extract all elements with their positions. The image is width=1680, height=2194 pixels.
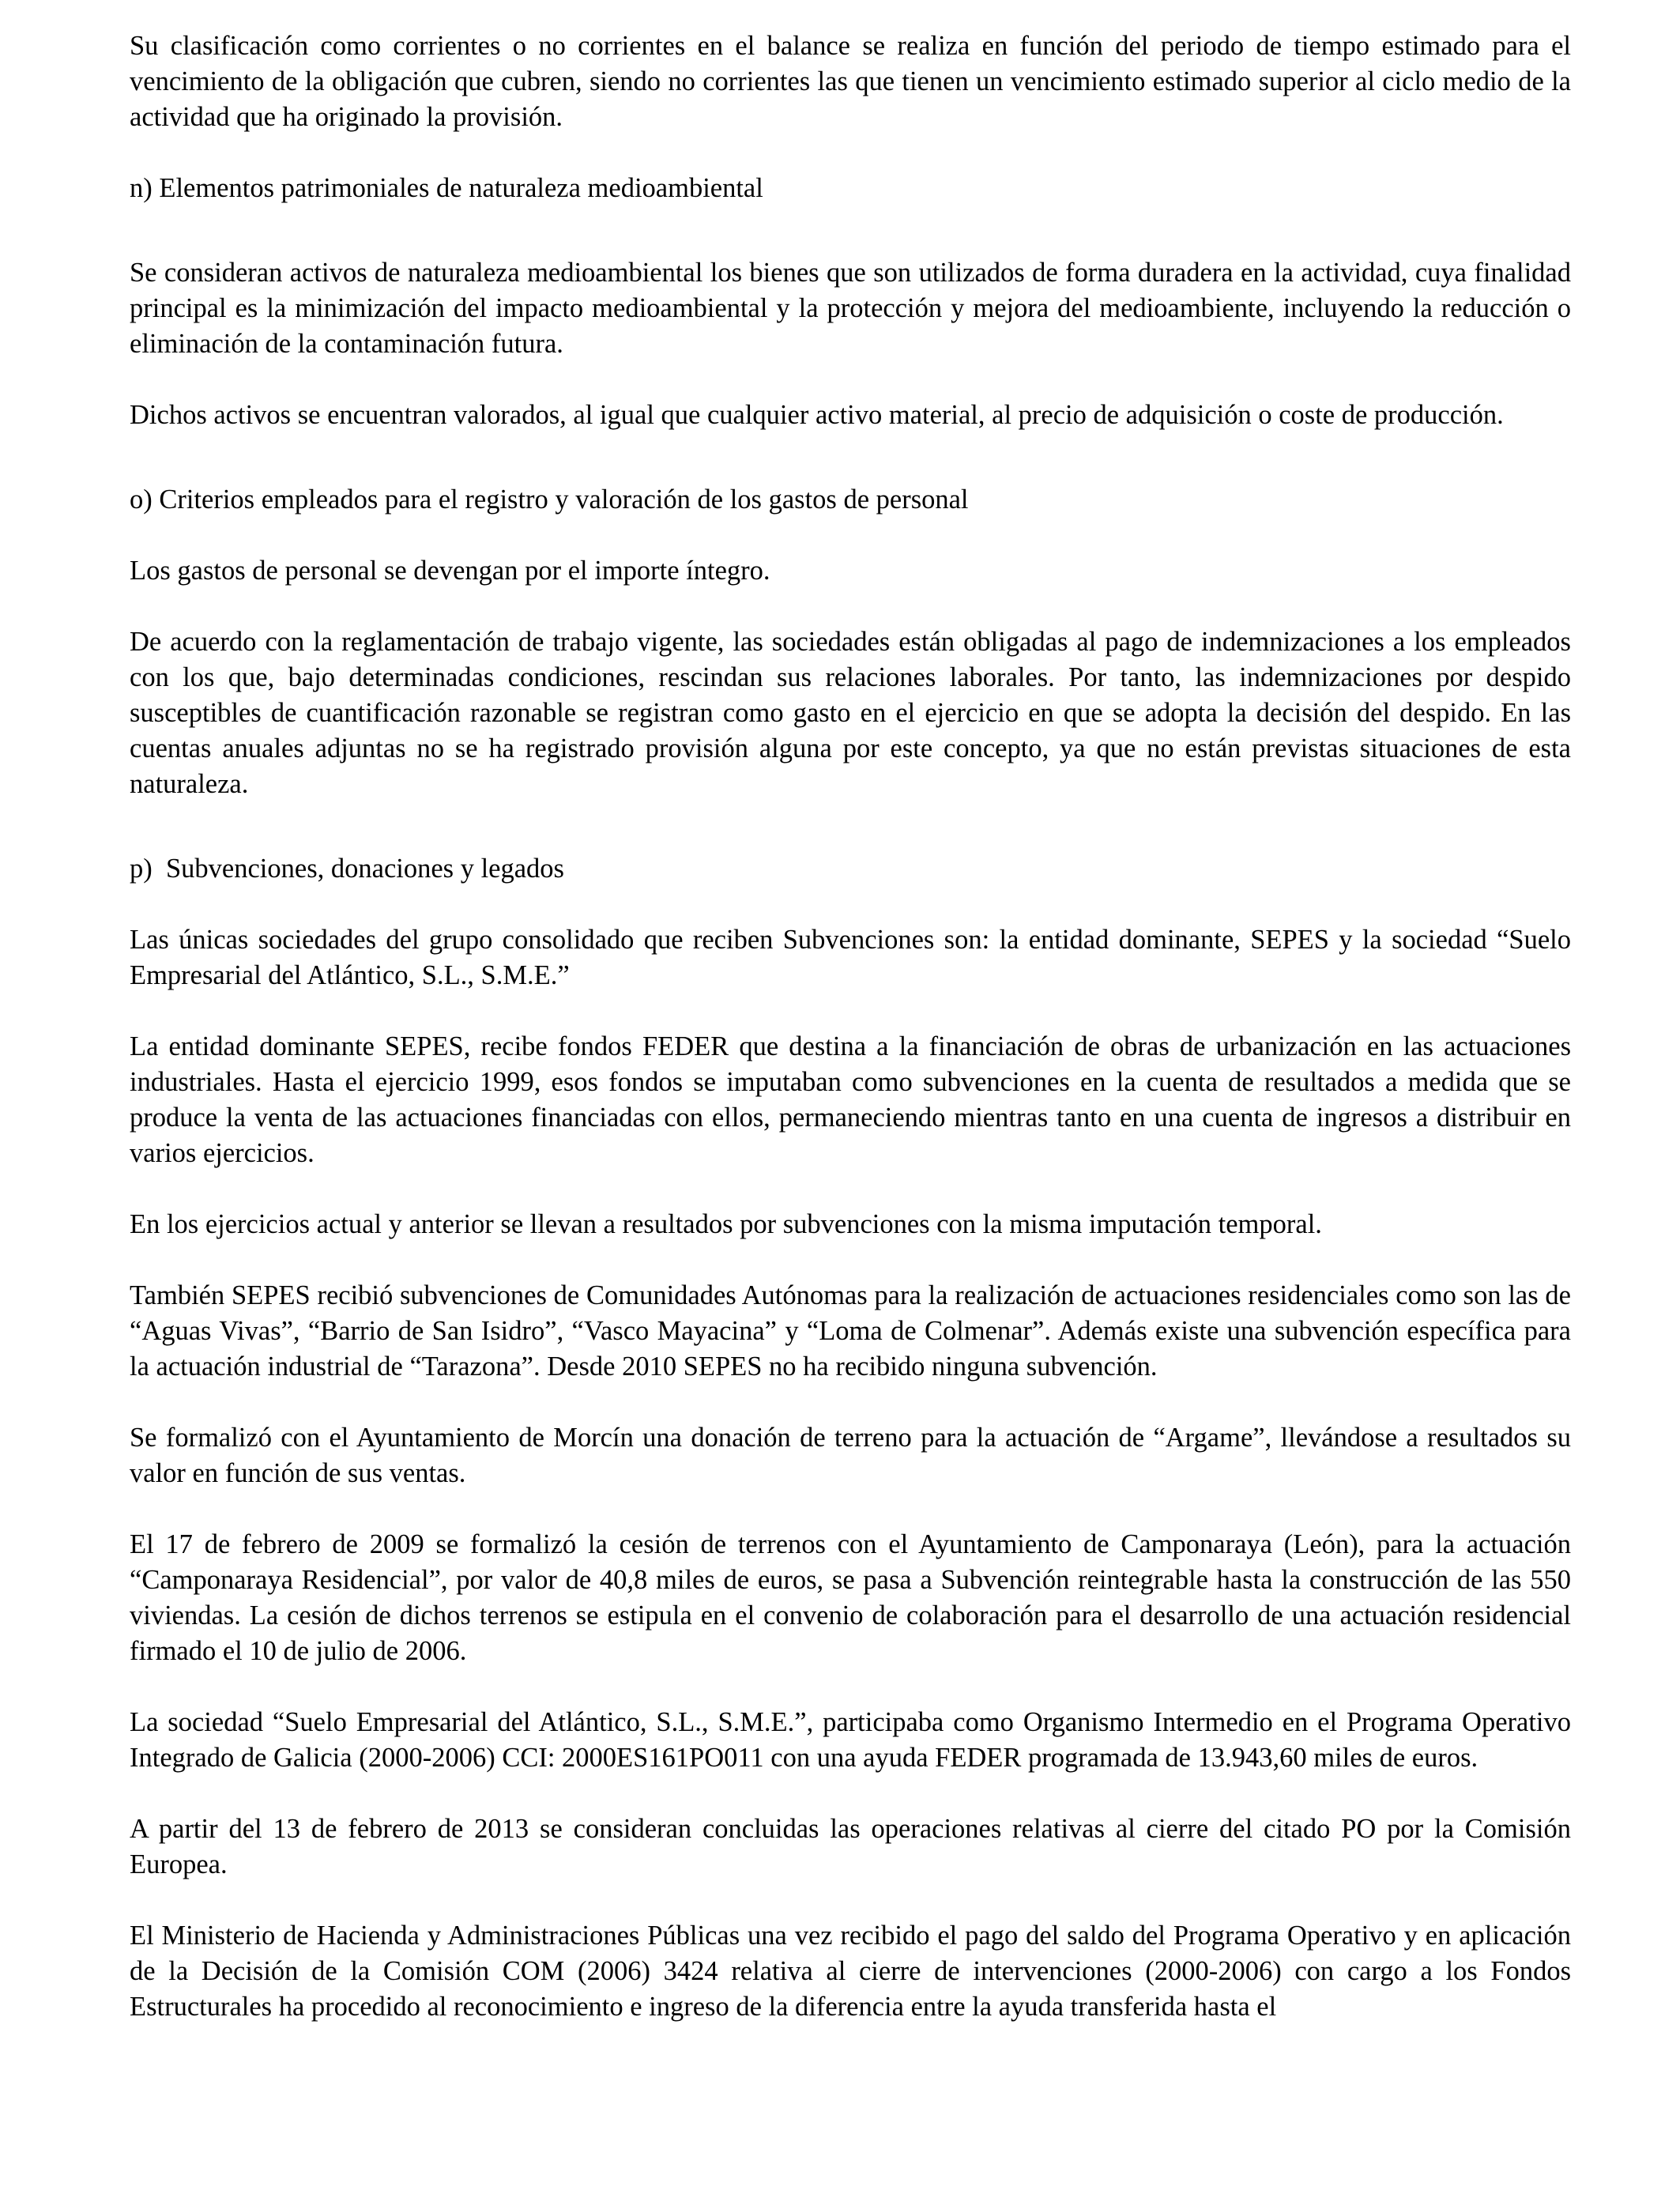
paragraph-sociedades-subvenciones: Las únicas sociedades del grupo consolidado que reciben Subvenciones son: la entidad dominante, SEPES y la sociedad “Suelo Empresarial del Atlántico, S.L., S.M.E.”: [130, 925, 1571, 990]
paragraph-fondos-feder: La entidad dominante SEPES, recibe fondos FEDER que destina a la financiación de obras de urbanización en las actuaciones industriales. Hasta el ejercicio 1999, esos fondos se imputaban como subvenciones en la cuenta de resultados a medida que se produce la venta de las actuaciones financiadas con ellos, permaneciendo mientras tanto en una cuenta de ingresos a distribuir en varios ejercicios.: [130, 1031, 1571, 1168]
paragraph-valoracion-activos: Dichos activos se encuentran valorados, al igual que cualquier activo material, al precio de adquisición o coste de producción.: [130, 400, 1504, 430]
section-heading-p: p) Subvenciones, donaciones y legados: [130, 854, 564, 884]
section-heading-n: n) Elementos patrimoniales de naturaleza medioambiental: [130, 173, 763, 203]
paragraph-clasificacion-provisiones: Su clasificación como corrientes o no corrientes en el balance se realiza en función del periodo de tiempo estimado para el vencimiento de la obligación que cubren, siendo no corrientes las que tienen un vencimiento estimado superior al ciclo medio de la actividad que ha originado la provisión.: [130, 31, 1571, 132]
paragraph-ministerio-hacienda: El Ministerio de Hacienda y Administraciones Públicas una vez recibido el pago del saldo del Programa Operativo y en aplicación de la Decisión de la Comisión COM (2006) 3424 relativa al cierre de intervenciones (2000-2006) con cargo a los Fondos Estructurales ha procedido al reconocimiento e ingreso de la diferencia entre la ayuda transferida hasta el: [130, 1921, 1571, 2022]
paragraph-indemnizaciones: De acuerdo con la reglamentación de trabajo vigente, las sociedades están obligadas al pago de indemnizaciones a los empleados con los que, bajo determinadas condiciones, rescindan sus relaciones laborales. Por tanto, las indemnizaciones por despido susceptibles de cuantificación razonable se registran como gasto en el ejercicio en que se adopta la decisión del despido. En las cuentas anuales adjuntas no se ha registrado provisión alguna por este concepto, ya que no están previstas situaciones de esta naturaleza.: [130, 627, 1571, 799]
paragraph-gastos-personal: Los gastos de personal se devengan por el importe íntegro.: [130, 556, 770, 586]
paragraph-cierre-po: A partir del 13 de febrero de 2013 se consideran concluidas las operaciones relativas al cierre del citado PO por la Comisión Europea.: [130, 1814, 1571, 1879]
paragraph-comunidades-autonomas: También SEPES recibió subvenciones de Comunidades Autónomas para la realización de actuaciones residenciales como son las de “Aguas Vivas”, “Barrio de San Isidro”, “Vasco Mayacina” y “Loma de Colmenar”. Además existe una subvención específica para la actuación industrial de “Tarazona”. Desde 2010 SEPES no ha recibido ninguna subvención.: [130, 1280, 1571, 1382]
paragraph-cesion-camponaraya: El 17 de febrero de 2009 se formalizó la cesión de terrenos con el Ayuntamiento de Camponaraya (León), para la actuación “Camponaraya Residencial”, por valor de 40,8 miles de euros, se pasa a Subvención reintegrable hasta la construcción de las 550 viviendas. La cesión de dichos terrenos se estipula en el convenio de colaboración para el desarrollo de una actuación residencial firmado el 10 de julio de 2006.: [130, 1529, 1571, 1666]
paragraph-suelo-empresarial-atlantico: La sociedad “Suelo Empresarial del Atlántico, S.L., S.M.E.”, participaba como Organismo Intermedio en el Programa Operativo Integrado de Galicia (2000-2006) CCI: 2000ES161PO011 con una ayuda FEDER programada de 13.943,60 miles de euros.: [130, 1707, 1571, 1773]
paragraph-activos-medioambientales: Se consideran activos de naturaleza medioambiental los bienes que son utilizados de forma duradera en la actividad, cuya finalidad principal es la minimización del impacto medioambiental y la protección y mejora del medioambiente, incluyendo la reducción o eliminación de la contaminación futura.: [130, 258, 1571, 359]
paragraph-ejercicios-actual-anterior: En los ejercicios actual y anterior se llevan a resultados por subvenciones con la misma imputación temporal.: [130, 1209, 1322, 1239]
document-page: [130, 28, 1571, 2025]
section-heading-o: o) Criterios empleados para el registro y valoración de los gastos de personal: [130, 484, 969, 515]
paragraph-donacion-morcin: Se formalizó con el Ayuntamiento de Morcín una donación de terreno para la actuación de “Argame”, llevándose a resultados su valor en función de sus ventas.: [130, 1423, 1571, 1488]
